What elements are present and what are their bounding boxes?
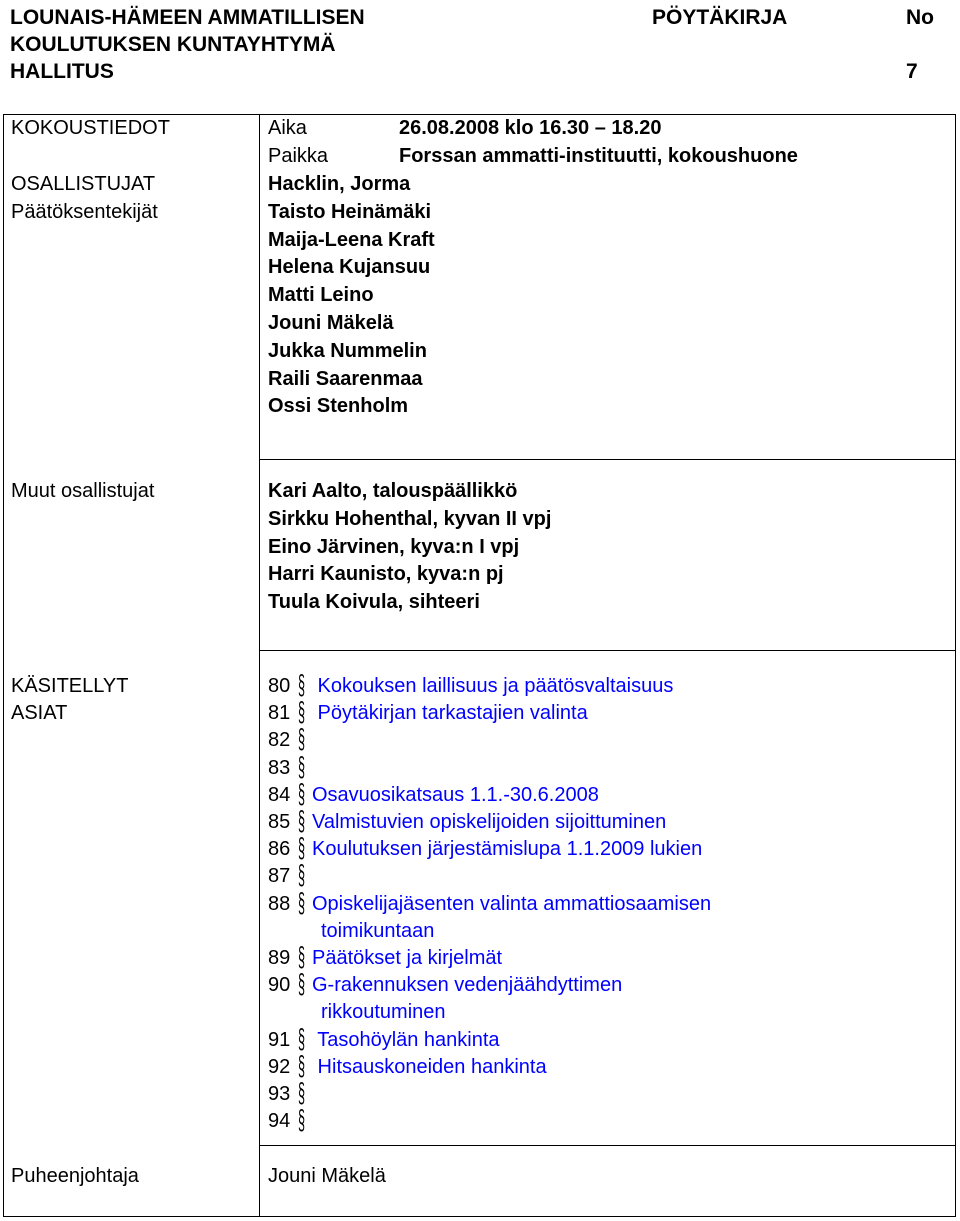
agenda-item[interactable] xyxy=(268,941,711,973)
section-symbol: § xyxy=(298,1022,306,1054)
section-symbol: § xyxy=(298,1077,306,1109)
agenda-item-number: 81 xyxy=(268,702,291,725)
section-symbol: § xyxy=(298,1049,306,1081)
section-symbol: § xyxy=(298,832,306,864)
list-item: Harri Kaunisto, kyva:n pj xyxy=(268,563,504,586)
agenda-item[interactable] xyxy=(268,777,711,809)
agenda-label-line-1: KÄSITELLYT xyxy=(11,675,129,697)
section-symbol: § xyxy=(298,669,306,700)
agenda-item[interactable] xyxy=(268,1104,711,1136)
list-item: Matti Leino xyxy=(268,284,374,307)
agenda-item-number: 83 xyxy=(268,756,291,779)
list-item: Jouni Mäkelä xyxy=(268,311,394,334)
section-symbol: § xyxy=(298,696,306,728)
row-divider-participants xyxy=(259,459,956,460)
agenda-label-line-2: ASIAT xyxy=(11,702,68,724)
time-label: Aika xyxy=(268,117,307,139)
agenda-item-number: 93 xyxy=(268,1083,291,1106)
agenda-item[interactable] xyxy=(268,886,712,918)
list-item: Raili Saarenmaa xyxy=(268,367,423,390)
chair-value: Jouni Mäkelä xyxy=(268,1165,386,1187)
list-item: Maija-Leena Kraft xyxy=(268,228,435,251)
section-symbol: § xyxy=(298,750,306,782)
agenda-item-number: 85 xyxy=(268,811,291,834)
section-symbol: § xyxy=(298,968,306,1000)
agenda-item[interactable] xyxy=(268,859,711,891)
agenda-label xyxy=(11,673,128,727)
column-divider xyxy=(259,114,260,1217)
list-item: Kari Aalto, talouspäällikkö xyxy=(268,480,518,502)
agenda-item[interactable] xyxy=(268,968,711,1000)
agenda-item[interactable] xyxy=(268,669,711,700)
agenda-item[interactable] xyxy=(268,696,711,728)
agenda-item-number: 92 xyxy=(268,1055,291,1078)
agenda-item[interactable] xyxy=(268,1022,711,1054)
decision-makers-list xyxy=(268,171,435,421)
list-item: Hacklin, Jorma xyxy=(268,173,411,195)
participants-label: OSALLISTUJAT xyxy=(11,173,156,195)
other-participants-label: Muut osallistujat xyxy=(11,480,155,502)
agenda-item-number: 82 xyxy=(268,729,291,752)
section-symbol: § xyxy=(298,723,306,755)
agenda-item-number: 87 xyxy=(268,865,291,888)
agenda-item-number: 84 xyxy=(268,783,291,806)
agenda-item-title[interactable]: Valmistuvien opiskelijoiden sijoittuminen xyxy=(312,811,667,834)
section-symbol: § xyxy=(298,886,306,918)
list-item: Jukka Nummelin xyxy=(268,339,427,362)
row-divider-others xyxy=(259,650,956,651)
place-value: Forssan ammatti-instituutti, kokoushuone xyxy=(399,145,798,167)
agenda-item-title[interactable]: Hitsauskoneiden hankinta xyxy=(312,1055,547,1078)
agenda-item-number: 86 xyxy=(268,838,291,861)
agenda-item-number: 91 xyxy=(268,1028,291,1051)
agenda-list xyxy=(268,669,712,1136)
org-line-2: KOULUTUKSEN KUNTAYHTYMÄ xyxy=(10,33,336,56)
list-item: Ossi Stenholm xyxy=(268,395,409,418)
organization-name xyxy=(10,4,365,85)
agenda-item-title[interactable]: Pöytäkirjan tarkastajien valinta xyxy=(312,702,588,725)
agenda-item-title[interactable]: G-rakennuksen vedenjäähdyttimen xyxy=(312,974,623,997)
list-item: Eino Järvinen, kyva:n I vpj xyxy=(268,535,520,558)
list-item: Sirkku Hohenthal, kyvan II vpj xyxy=(268,507,552,530)
row-divider-agenda xyxy=(259,1145,956,1146)
other-participants-list xyxy=(268,478,551,617)
list-item: Helena Kujansuu xyxy=(268,256,431,279)
agenda-item-number: 94 xyxy=(268,1110,291,1133)
section-symbol: § xyxy=(298,805,306,837)
section-symbol: § xyxy=(298,941,306,973)
agenda-item[interactable] xyxy=(268,1077,711,1109)
list-item: Taisto Heinämäki xyxy=(268,200,432,223)
agenda-item-number: 88 xyxy=(268,892,291,915)
agenda-item-title[interactable]: Osavuosikatsaus 1.1.-30.6.2008 xyxy=(312,783,599,806)
agenda-item-title-continuation[interactable]: toimikuntaan xyxy=(321,919,435,942)
agenda-item-number: 90 xyxy=(268,974,291,997)
section-symbol: § xyxy=(298,859,306,891)
agenda-item-title[interactable]: Koulutuksen järjestämislupa 1.1.2009 lukien xyxy=(312,838,703,861)
org-line-1: LOUNAIS-HÄMEEN AMMATILLISEN xyxy=(10,6,365,29)
agenda-item-title[interactable]: Opiskelijajäsenten valinta ammattiosaamisen xyxy=(312,892,712,915)
agenda-item-title[interactable]: Tasohöylän hankinta xyxy=(312,1028,500,1051)
list-item: Tuula Koivula, sihteeri xyxy=(268,591,480,614)
time-value: 26.08.2008 klo 16.30 – 18.20 xyxy=(399,117,662,139)
agenda-item[interactable] xyxy=(268,805,711,837)
chair-label: Puheenjohtaja xyxy=(11,1165,139,1187)
agenda-item[interactable] xyxy=(268,723,711,755)
place-label: Paikka xyxy=(268,145,329,167)
section-symbol: § xyxy=(298,1104,306,1136)
agenda-item-number: 80 xyxy=(268,675,291,697)
agenda-item-title-continuation[interactable]: rikkoutuminen xyxy=(321,1001,446,1024)
number-value: 7 xyxy=(906,60,918,83)
decision-makers-label: Päätöksentekijät xyxy=(11,201,158,223)
agenda-item[interactable] xyxy=(268,1049,711,1081)
agenda-item[interactable] xyxy=(268,750,711,782)
meeting-info-label: KOKOUSTIEDOT xyxy=(11,117,170,139)
document-type: PÖYTÄKIRJA xyxy=(652,6,788,29)
org-line-3: HALLITUS xyxy=(10,60,114,83)
number-label: No xyxy=(906,6,934,29)
agenda-item-title[interactable]: Päätökset ja kirjelmät xyxy=(312,947,503,970)
agenda-item-number: 89 xyxy=(268,947,291,970)
agenda-item[interactable] xyxy=(268,832,711,864)
agenda-item-title[interactable]: Kokouksen laillisuus ja päätösvaltaisuus xyxy=(312,675,674,697)
section-symbol: § xyxy=(298,777,306,809)
